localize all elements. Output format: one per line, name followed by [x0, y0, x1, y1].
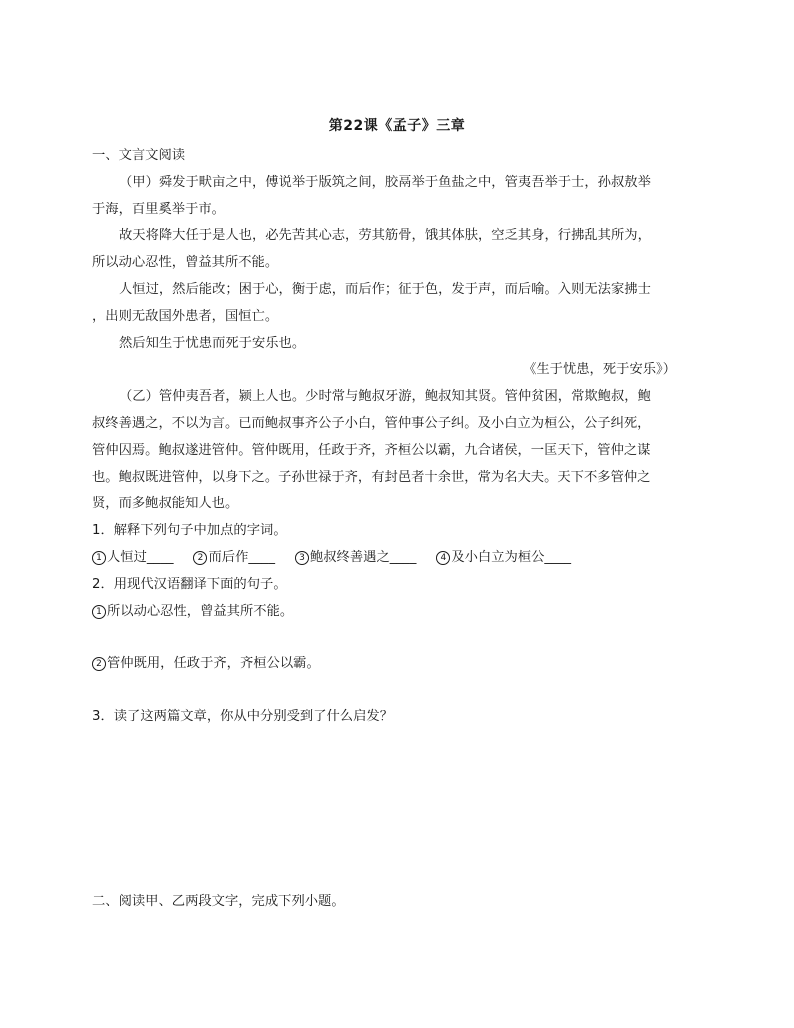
question-1-stem: 1．解释下列句子中加点的字词。: [92, 523, 287, 539]
item-text: 人恒过: [107, 549, 147, 565]
passage-yi-line: （乙）管仲夷吾者，颍上人也。少时常与鲍叔牙游，鲍叔知其贤。管仲贫困，常欺鲍叔，鲍: [119, 389, 651, 405]
item-text: 鲍叔终善遇之: [309, 549, 390, 565]
document-body: [92, 143, 710, 916]
passage-source: 《生于忧患，死于安乐》）: [523, 362, 676, 378]
passage-jia-line: 于海，百里奚举于市。: [92, 201, 225, 217]
section-heading: 一、文言文阅读: [92, 148, 186, 163]
passage-jia-line: 故天将降大任于是人也，必先苦其心志，劳其筋骨，饿其体肤，空乏其身，行拂乱其所为，: [119, 228, 651, 244]
passage-jia-line: ，出则无敌国外患者，国恒亡。: [92, 308, 279, 324]
question-2-item: [92, 651, 710, 678]
passage-jia-line: （甲）舜发于畎亩之中，傅说举于版筑之间，胶鬲举于鱼盐之中，管夷吾举于士，孙叔敖举: [119, 174, 651, 190]
item-text: 而后作: [208, 549, 249, 565]
item-number: 1: [92, 551, 106, 565]
item-number: 1: [92, 605, 106, 619]
answer-blank[interactable]: ____: [146, 549, 174, 565]
passage-jia-line: 人恒过，然后能改；困于心，衡于虑，而后作；征于色，发于声，而后喻。入则无法家拂士: [119, 281, 651, 297]
item-number: 2: [92, 657, 106, 671]
passage-yi-line: 叔终善遇之，不以为言。已而鲍叔事齐公子小白，管仲事公子纠。及小白立为桓公，公子纠死，: [92, 415, 651, 431]
item-number: 3: [295, 551, 309, 565]
answer-blank[interactable]: ____: [389, 549, 417, 565]
section-heading: 二、阅读甲、乙两段文字，完成下列小题。: [92, 893, 345, 909]
question-3-stem: 3．读了这两篇文章，你从中分别受到了什么启发？: [92, 709, 393, 725]
item-text: 管仲既用，任政于齐，齐桓公以霸。: [107, 656, 320, 672]
question-2-stem: 2．用现代汉语翻译下面的句子。: [92, 576, 287, 592]
answer-space[interactable]: [92, 731, 710, 889]
passage-yi-line: 也。鲍叔既进管仲，以身下之。子孙世禄于齐，有封邑者十余世，常为名大夫。天下不多管仲之: [92, 469, 651, 485]
answer-space[interactable]: [92, 625, 710, 651]
question-1-items: [92, 545, 710, 572]
page-title: 第22课《孟子》三章: [328, 118, 466, 134]
answer-space[interactable]: [92, 678, 710, 704]
item-number: 2: [193, 551, 207, 565]
question-2-item: [92, 599, 710, 626]
passage-yi-line: 管仲囚焉。鲍叔遂进管仲。管仲既用，任政于齐，齐桓公以霸，九合诸侯，一匡天下，管仲之谋: [92, 442, 651, 458]
answer-blank[interactable]: ____: [248, 549, 275, 565]
passage-jia-line: 所以动心忍性，曾益其所不能。: [92, 255, 279, 271]
passage-yi-line: 贤，而多鲍叔能知人也。: [92, 496, 239, 512]
answer-blank[interactable]: ____: [544, 549, 572, 565]
item-text: 及小白立为桓公: [451, 549, 545, 565]
passage-jia-line: 然后知生于忧患而死于安乐也。: [119, 335, 306, 351]
item-text: 所以动心忍性，曾益其所不能。: [107, 603, 294, 619]
item-number: 4: [436, 551, 450, 565]
